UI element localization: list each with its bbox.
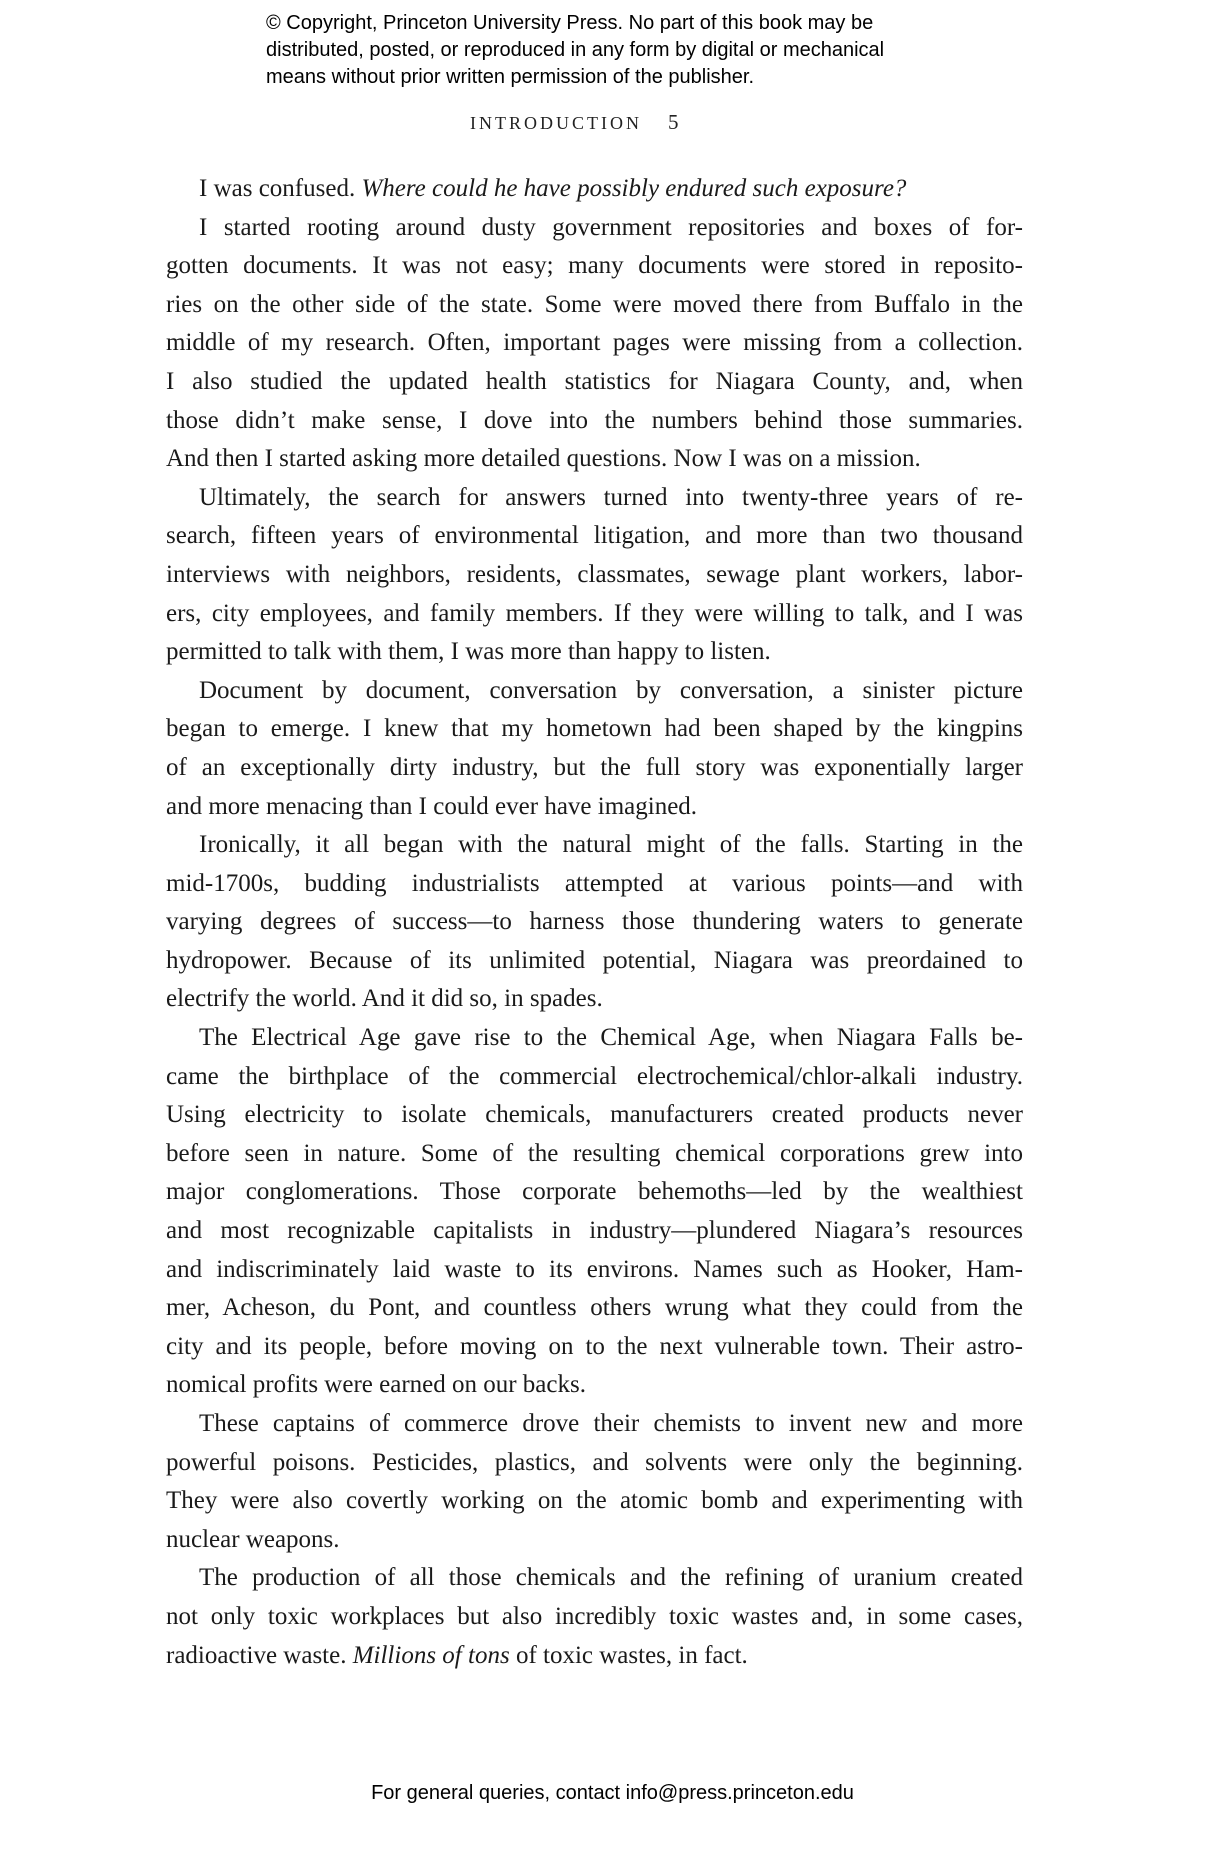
text-span: They were also covertly working on the atomic bomb and experimenting with [166,1487,1023,1515]
text-span: those didn’t make sense, I dove into the numbers behind those summaries. [166,406,1023,434]
text-line [166,749,1023,788]
text-line [166,1173,1023,1212]
copyright-line: © Copyright, Princeton University Press. No part of this book may be [266,12,874,34]
text-line [166,363,1023,402]
text-line [166,517,1023,556]
text-line [166,1212,1023,1251]
text-line [166,903,1023,942]
text-line [166,556,1023,595]
text-span: The production of all those chemicals and the refining of uranium created [199,1564,1023,1592]
text-line [166,1135,1023,1174]
text-line [166,672,1023,711]
text-line [166,595,1023,634]
text-line [166,209,1023,248]
text-span: And then I started asking more detailed questions. Now I was on a mission. [166,445,921,473]
copyright-line: means without prior written permission of the publisher. [266,66,755,88]
paragraph [166,479,1023,672]
text-line [166,324,1023,363]
text-line [166,402,1023,441]
text-line [166,826,1023,865]
text-line [166,286,1023,325]
text-span: I started rooting around dusty government repositories and boxes of for- [199,213,1023,241]
text-span: radioactive waste. [166,1641,353,1669]
running-head [470,110,678,135]
text-line [166,1289,1023,1328]
text-span: not only toxic workplaces but also incredibly toxic wastes and, in some cases, [166,1602,1023,1630]
text-line [166,170,1023,209]
text-span: permitted to talk with them, I was more than happy to listen. [166,638,771,666]
text-span: I also studied the updated health statistics for Niagara County, and, when [166,367,1023,395]
text-span: before seen in nature. Some of the resulting chemical corporations grew into [166,1139,1023,1167]
text-span: and indiscriminately laid waste to its environs. Names such as Hooker, Ham- [166,1255,1023,1283]
copyright-line: distributed, posted, or reproduced in any form by digital or mechanical [266,39,885,61]
italic-text: Where could he have possibly endured such exposure? [361,175,907,202]
text-line [166,633,1023,672]
text-span: of an exceptionally dirty industry, but the full story was exponentially larger [166,753,1023,781]
text-line [166,1482,1023,1521]
text-span: hydropower. Because of its unlimited potential, Niagara was preordained to [166,946,1023,974]
text-line [166,1019,1023,1058]
text-line [166,1328,1023,1367]
text-line [166,1598,1023,1637]
footer-contact: For general queries, contact info@press.princeton.edu [371,1782,854,1804]
paragraph [166,170,1023,209]
text-line [166,942,1023,981]
copyright-notice [266,10,884,91]
italic-text: Millions of tons [352,1641,510,1669]
text-span: I was confused. [199,175,362,202]
text-span: interviews with neighbors, residents, classmates, sewage plant workers, labor- [166,560,1023,588]
paragraph [166,209,1023,479]
text-line [166,1251,1023,1290]
text-span: major conglomerations. Those corporate behemoths—led by the wealthiest [166,1178,1023,1206]
text-span: electrify the world. And it did so, in spades. [166,985,603,1013]
text-line [166,1444,1023,1483]
text-span: search, fifteen years of environmental litigation, and more than two thousand [166,522,1023,550]
text-span: middle of my research. Often, important pages were missing from a collection. [166,329,1023,357]
paragraph [166,672,1023,826]
text-span: and more menacing than I could ever have imagined. [166,792,698,820]
paragraph [166,826,1023,1019]
text-line [166,1521,1023,1560]
text-span: nomical profits were earned on our backs. [166,1371,586,1399]
text-line [166,440,1023,479]
text-line [166,788,1023,827]
paragraph [166,1405,1023,1559]
text-line [166,1405,1023,1444]
chapter-title: INTRODUCTION [470,113,642,133]
text-span: of toxic wastes, in fact. [509,1641,748,1669]
text-span: Ironically, it all began with the natural might of the falls. Starting in the [199,831,1023,859]
text-line [166,247,1023,286]
body-text [166,170,1023,1675]
text-line [166,1058,1023,1097]
text-span: mid-1700s, budding industrialists attempted at various points—and with [166,869,1023,897]
text-line [166,1366,1023,1405]
text-line [166,1096,1023,1135]
text-line [166,710,1023,749]
text-line [166,980,1023,1019]
text-span: powerful poisons. Pesticides, plastics, and solvents were only the beginning. [166,1448,1023,1476]
text-line [166,1637,1023,1676]
text-span: These captains of commerce drove their chemists to invent new and more [199,1410,1023,1437]
text-span: Document by document, conversation by conversation, a sinister picture [199,676,1023,704]
text-line [166,479,1023,518]
page-number: 5 [667,110,679,134]
text-span: ries on the other side of the state. Some were moved there from Buffalo in the [166,290,1023,318]
text-line [166,865,1023,904]
text-span: gotten documents. It was not easy; many documents were stored in reposito- [166,252,1023,280]
text-line [166,1559,1023,1598]
text-span: came the birthplace of the commercial electrochemical/chlor-alkali industry. [166,1062,1023,1090]
text-span: Ultimately, the search for answers turned into twenty-three years of re- [199,483,1023,511]
text-span: Using electricity to isolate chemicals, manufacturers created products never [166,1101,1023,1129]
text-span: The Electrical Age gave rise to the Chemical Age, when Niagara Falls be- [199,1024,1023,1052]
paragraph [166,1559,1023,1675]
text-span: ers, city employees, and family members. If they were willing to talk, and I was [166,599,1023,627]
text-span: mer, Acheson, du Pont, and countless others wrung what they could from the [166,1294,1023,1322]
paragraph [166,1019,1023,1405]
text-span: began to emerge. I knew that my hometown had been shaped by the kingpins [166,715,1023,743]
text-span: nuclear weapons. [166,1525,340,1553]
text-span: varying degrees of success—to harness those thundering waters to generate [166,908,1023,936]
text-span: and most recognizable capitalists in industry—plundered Niagara’s resources [166,1217,1023,1245]
text-span: city and its people, before moving on to the next vulnerable town. Their astro- [166,1332,1023,1360]
